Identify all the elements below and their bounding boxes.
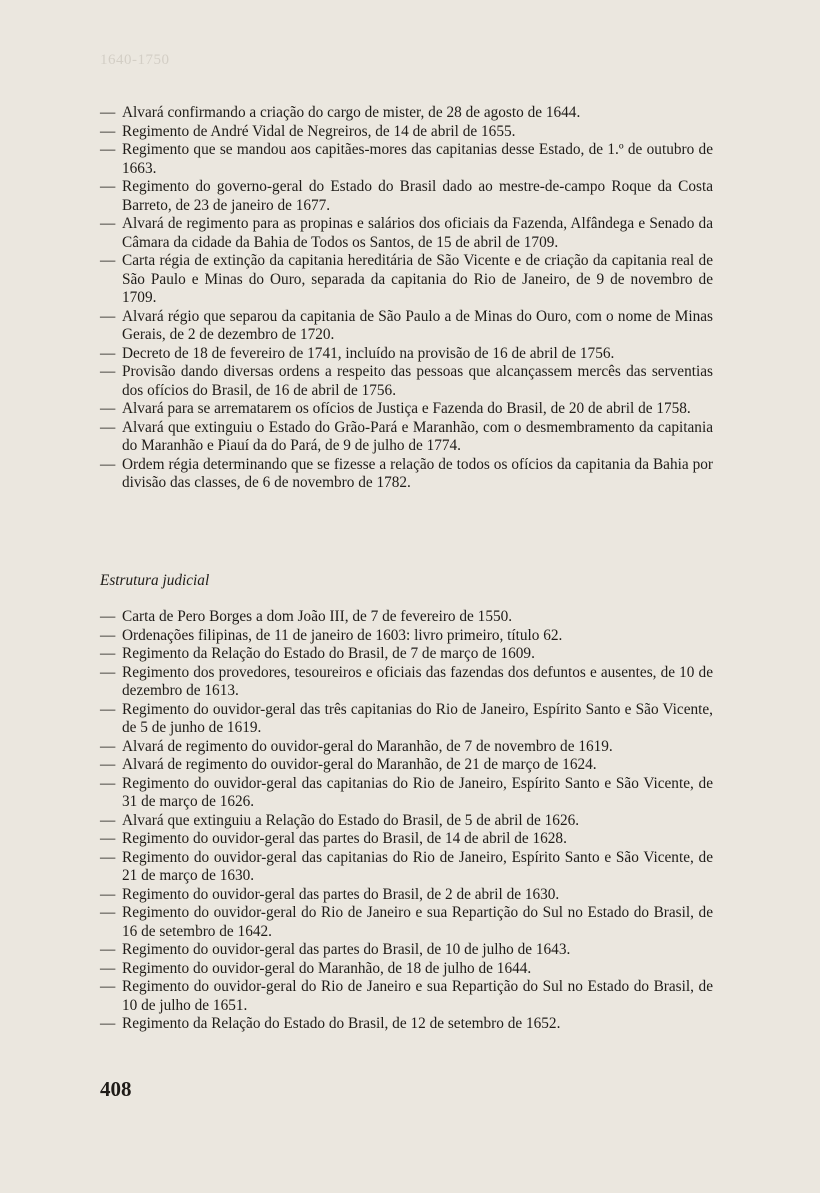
entry-dash: —: [100, 141, 116, 158]
entry-text: Regimento do ouvidor-geral das capitanias do Rio de Janeiro, Espírito Santo e São Vicente, de 21 de março de 1630.: [122, 848, 713, 884]
entry-text: Regimento da Relação do Estado do Brasil, de 7 de março de 1609.: [122, 645, 535, 662]
entry-text: Regimento do ouvidor-geral do Rio de Janeiro e sua Repartição do Sul no Estado do Brasil, de 16 de setembro de 1642.: [122, 904, 713, 940]
entry-dash: —: [100, 756, 116, 773]
list-entry: [100, 178, 713, 215]
entry-dash: —: [100, 663, 116, 681]
list-entry: [100, 812, 713, 831]
entry-dash: —: [100, 1015, 116, 1032]
list-entry: [100, 419, 713, 456]
entry-dash: —: [100, 848, 116, 866]
entry-dash: —: [100, 344, 116, 362]
list-entry: [100, 627, 713, 646]
entry-dash: —: [100, 830, 116, 847]
entry-dash: —: [100, 811, 116, 829]
entry-dash: —: [100, 215, 116, 232]
entry-dash: —: [100, 978, 116, 995]
entry-text: Ordenações filipinas, de 11 de janeiro de 1603: livro primeiro, título 62.: [122, 626, 563, 644]
entry-dash: —: [100, 626, 116, 644]
entry-dash: —: [100, 774, 116, 792]
entry-text: Alvará de regimento do ouvidor-geral do Maranhão, de 21 de março de 1624.: [122, 756, 597, 773]
entry-text: Carta régia de extinção da capitania hereditária de São Vicente e de criação da capitania real de São Paulo e Minas do Ouro, separada da capitania do Rio de Janeiro, de 9 de novembro de 1709.: [122, 252, 713, 306]
entry-dash: —: [100, 737, 116, 755]
entry-text: Alvará de regimento para as propinas e salários dos oficiais da Fazenda, Alfândega e Senado da Câmara da cidade da Bahia de Todos os Santos, de 15 de abril de 1709.: [122, 215, 713, 251]
entry-dash: —: [100, 178, 116, 195]
list-entry: [100, 830, 713, 849]
entry-dash: —: [100, 455, 116, 473]
entry-text: Decreto de 18 de fevereiro de 1741, incluído na provisão de 16 de abril de 1756.: [122, 344, 615, 362]
entry-text: Regimento do ouvidor-geral do Maranhão, de 18 de julho de 1644.: [122, 959, 532, 977]
list-entry: [100, 960, 713, 979]
entry-text: Alvará para se arrematarem os ofícios de Justiça e Fazenda do Brasil, de 20 de abril de 1758.: [122, 400, 691, 417]
entry-text: Regimento do ouvidor-geral do Rio de Janeiro e sua Repartição do Sul no Estado do Brasil, de 10 de julho de 1651.: [122, 978, 713, 1014]
entry-text: Provisão dando diversas ordens a respeito das pessoas que alcançassem mercês das serventias dos ofícios do Brasil, de 16 de abril de 1756.: [122, 363, 713, 399]
list-entry: [100, 141, 713, 178]
list-entry: [100, 701, 713, 738]
entry-text: Regimento dos provedores, tesoureiros e oficiais das fazendas dos defuntos e ausentes, de 10 de dezembro de 1613.: [122, 663, 713, 699]
entry-text: Regimento que se mandou aos capitães-mores das capitanias desse Estado, de 1.º de outubro de 1663.: [122, 141, 713, 177]
page-number: 408: [100, 1077, 132, 1101]
running-head-bleed: 1640-1750: [100, 52, 170, 68]
entry-dash: —: [100, 959, 116, 977]
entry-dash: —: [100, 904, 116, 921]
list-entry: [100, 1015, 713, 1034]
entry-text: Alvará que extinguiu o Estado do Grão-Pará e Maranhão, com o desmembramento da capitania do Maranhão e Piauí da do Pará, de 9 de julho de 1774.: [122, 418, 713, 454]
list-entry: [100, 775, 713, 812]
entry-dash: —: [100, 307, 116, 325]
entries-list-judicial: [100, 608, 713, 1034]
entry-dash: —: [100, 645, 116, 662]
entry-text: Regimento do ouvidor-geral das três capitanias do Rio de Janeiro, Espírito Santo e São Vicente, de 5 de junho de 1619.: [122, 700, 713, 736]
entry-dash: —: [100, 941, 116, 958]
entry-dash: —: [100, 608, 116, 625]
list-entry: [100, 886, 713, 905]
entry-text: Carta de Pero Borges a dom João III, de 7 de fevereiro de 1550.: [122, 608, 513, 625]
list-entry: [100, 941, 713, 960]
list-entry: [100, 345, 713, 364]
entry-text: Alvará que extinguiu a Relação do Estado do Brasil, de 5 de abril de 1626.: [122, 811, 580, 829]
entry-text: Regimento do ouvidor-geral das capitanias do Rio de Janeiro, Espírito Santo e São Vicente, de 31 de março de 1626.: [122, 774, 713, 810]
list-entry: [100, 400, 713, 419]
entry-dash: —: [100, 104, 116, 121]
entry-text: Regimento do ouvidor-geral das partes do Brasil, de 10 de julho de 1643.: [122, 941, 571, 958]
entry-dash: —: [100, 885, 116, 903]
list-entry: [100, 664, 713, 701]
list-entry: [100, 456, 713, 493]
entry-dash: —: [100, 363, 116, 380]
list-entry: [100, 978, 713, 1015]
entry-dash: —: [100, 700, 116, 718]
list-entry: [100, 104, 713, 123]
list-entry: [100, 645, 713, 664]
list-entry: [100, 756, 713, 775]
list-entry: [100, 215, 713, 252]
list-entry: [100, 904, 713, 941]
list-entry: [100, 849, 713, 886]
entry-text: Alvará confirmando a criação do cargo de mister, de 28 de agosto de 1644.: [122, 104, 581, 121]
entry-text: Regimento do governo-geral do Estado do Brasil dado ao mestre-de-campo Roque da Costa Barreto, de 23 de janeiro de 1677.: [122, 178, 713, 214]
list-entry: [100, 308, 713, 345]
list-entry: [100, 363, 713, 400]
entry-dash: —: [100, 122, 116, 140]
entry-text: Alvará de regimento do ouvidor-geral do Maranhão, de 7 de novembro de 1619.: [122, 737, 613, 755]
entries-list-top: [100, 104, 713, 493]
entry-text: Regimento de André Vidal de Negreiros, de 14 de abril de 1655.: [122, 122, 516, 140]
list-entry: [100, 608, 713, 627]
entry-text: Regimento do ouvidor-geral das partes do Brasil, de 2 de abril de 1630.: [122, 885, 560, 903]
entry-dash: —: [100, 418, 116, 436]
entry-text: Regimento da Relação do Estado do Brasil, de 12 de setembro de 1652.: [122, 1015, 561, 1032]
list-entry: [100, 123, 713, 142]
list-entry: [100, 252, 713, 308]
section-heading: Estrutura judicial: [100, 572, 210, 589]
list-entry: [100, 738, 713, 757]
entry-text: Ordem régia determinando que se fizesse a relação de todos os ofícios da capitania da Bahia por divisão das classes, de 6 de novembro de 1782.: [122, 455, 713, 491]
entry-text: Alvará régio que separou da capitania de São Paulo a de Minas do Ouro, com o nome de Minas Gerais, de 2 de dezembro de 1720.: [122, 307, 713, 343]
entry-dash: —: [100, 252, 116, 269]
entry-text: Regimento do ouvidor-geral das partes do Brasil, de 14 de abril de 1628.: [122, 830, 567, 847]
entry-dash: —: [100, 400, 116, 417]
